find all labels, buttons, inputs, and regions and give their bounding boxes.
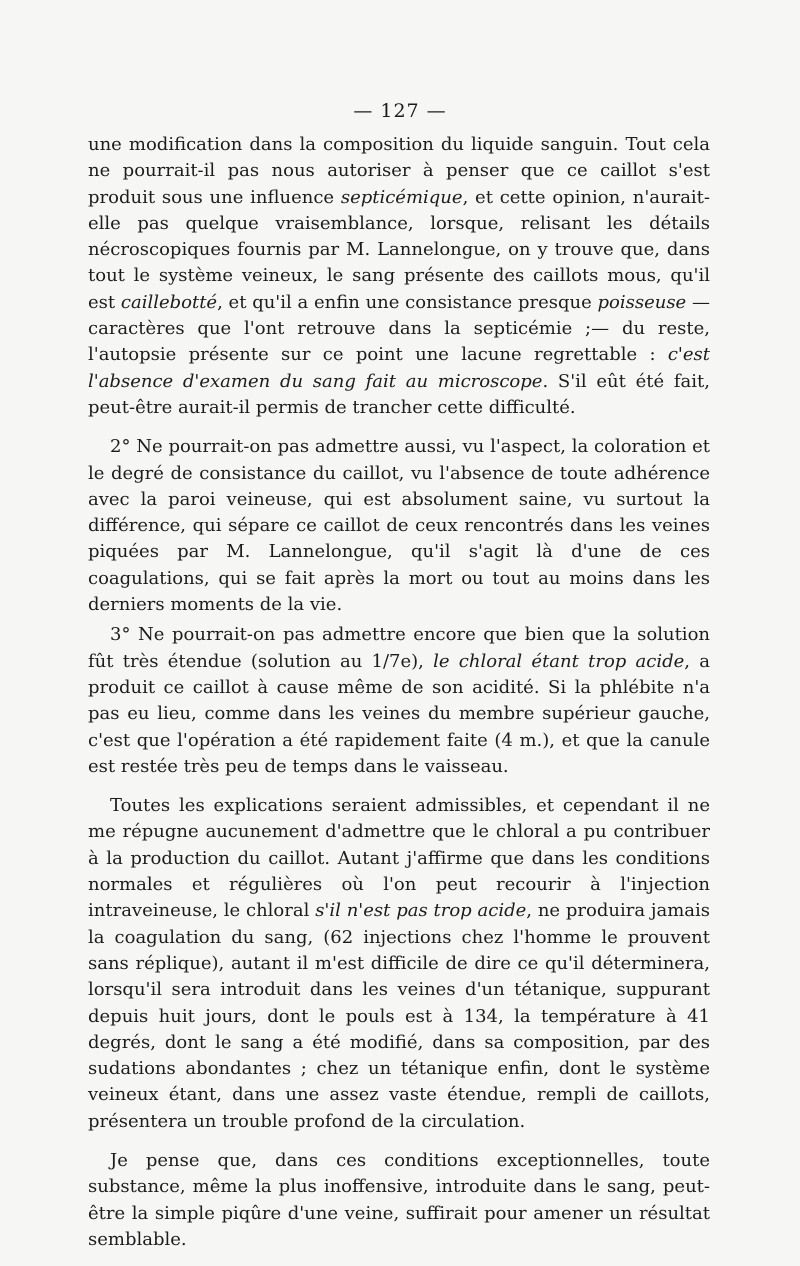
text-segment: , a produit ce caillot à cause même de son acidité. Si la phlébite n'a pas eu lieu, comme dans les veines du membre supérieur gauche, c'est que l'opération a été rapidement faite (4 m.), et que la canule est restée très peu de temps dans le vaisseau. <box>88 650 710 777</box>
text-segment: . S'il eût été fait, peut-être aurait-il permis de trancher cette difficulté. <box>88 370 710 418</box>
text-segment: Toutes les explications seraient admissibles, et cependant il ne me répugne aucunement d'admettre que le chloral a pu contribuer à la production du caillot. Autant j'affirme que dans les conditions normales et régulières où l'on peut recourir à l'injection intraveineuse, le chloral <box>88 795 710 922</box>
paragraph <box>88 434 710 618</box>
text-segment: , ne produira jamais la coagulation du sang, (62 injections chez l'homme le prouvent sans réplique), autant il m'est difficile de dire ce qu'il déterminera, lorsqu'il sera introduit dans les veines d'un tétanique, suppurant depuis huit jours, dont le pouls est à 134, la température à 41 degrés, dont le sang a été modifié, dans sa composition, par des sudations abondantes ; chez un tétanique enfin, dont le système veineux étant, dans une assez vaste étendue, rempli de caillots, présentera un trouble profond de la circulation. <box>88 900 710 1132</box>
italic-text-segment: c'est l'absence d'examen du sang fait au microscope <box>88 344 710 392</box>
italic-text-segment: poisseuse <box>597 291 687 313</box>
text-segment: 2° Ne pourrait-on pas admettre aussi, vu l'aspect, la coloration et le degré de consistance du caillot, vu l'absence de toute adhérence avec la paroi veineuse, qui est absolument saine, vu surtout la différence, qui sépare ce caillot de ceux rencontrés dans les veines piquées par M. Lannelongue, qu'il s'agit là d'une de ces coagulations, qui se fait après la mort ou tout au moins dans les derniers moments de la vie. <box>88 436 710 616</box>
text-segment: — caractères que l'ont retrouve dans la septicémie ;— du reste, l'autopsie présente sur ce point une lacune regrettable : <box>88 291 710 366</box>
paragraph <box>88 132 710 421</box>
text-segment: , et qu'il a enfin une consistance presque <box>217 291 598 313</box>
paragraph <box>88 622 710 780</box>
italic-text-segment: le chloral étant trop acide <box>433 650 685 672</box>
italic-text-segment: septicémique <box>340 186 463 208</box>
italic-text-segment: caillebotté <box>120 291 218 313</box>
text-segment: Je pense que, dans ces conditions exceptionnelles, toute substance, même la plus inoffensive, introduite dans le sang, peut-être la simple piqûre d'une veine, suffirait pour amener un résultat semblable. <box>88 1149 710 1250</box>
text-segment: , et cette opinion, n'aurait-elle pas quelque vraisemblance, lorsque, relisant les détails nécroscopiques fournis par M. Lannelongue, on y trouve que, dans tout le système veineux, le sang présente des caillots mous, qu'il est <box>88 186 710 313</box>
text-segment: une modification dans la composition du liquide sanguin. Tout cela ne pourrait-il pas nous autoriser à penser que ce caillot s'est produit sous une influence <box>88 134 710 208</box>
paragraph <box>88 793 710 1135</box>
text-segment: 3° Ne pourrait-on pas admettre encore que bien que la solution fût très étendue (solution au 1/7e), <box>88 624 710 672</box>
page-number: — 127 — <box>353 100 447 122</box>
paragraph <box>88 1148 710 1253</box>
italic-text-segment: s'il n'est pas trop acide <box>315 900 527 922</box>
body-text <box>88 132 710 1266</box>
